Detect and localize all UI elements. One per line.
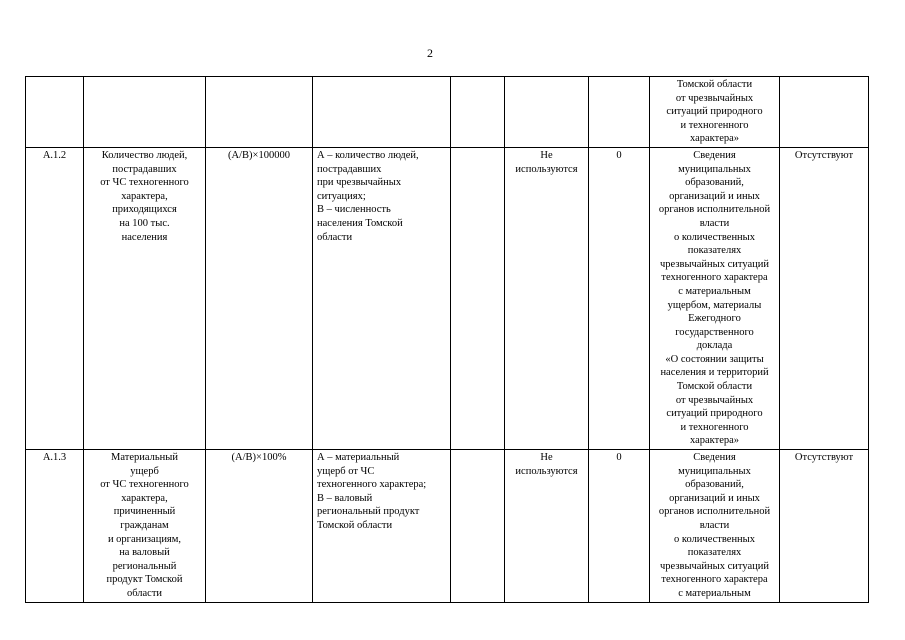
indicator-source: Сведения муниципальных образований, организаций и иных органов исполнительной власти о количественных показателях чрезвычайных ситуаций техногенного характера с материальным: [650, 450, 780, 603]
indicator-formula: (А/В)×100%: [206, 450, 313, 603]
indicator-value: 0: [589, 450, 650, 603]
indicator-method: Не используются: [505, 450, 589, 603]
indicator-code: А.1.3: [26, 450, 84, 603]
empty-cell: [451, 77, 505, 148]
indicator-method: [505, 77, 589, 148]
empty-cell: [451, 147, 505, 449]
indicators-table: [25, 76, 869, 603]
indicator-value: [589, 77, 650, 148]
indicator-variables: [313, 77, 451, 148]
table-row: [26, 77, 869, 148]
indicator-variables: А – материальный ущерб от ЧС техногенного характера; В – валовый региональный продукт Томской области: [313, 450, 451, 603]
indicator-code: А.1.2: [26, 147, 84, 449]
indicator-note: Отсутствуют: [780, 450, 869, 603]
page-number: 2: [427, 46, 433, 60]
indicator-source: Сведения муниципальных образований, организаций и иных органов исполнительной власти о количественных показателях чрезвычайных ситуаций техногенного характера с материальным ущербом, материалы Ежегодного государственного доклада «О состоянии защиты населения и территорий Томской области от чрезвычайных ситуаций природного и техногенного характера»: [650, 147, 780, 449]
indicator-formula: (А/В)×100000: [206, 147, 313, 449]
indicator-note: Отсутствуют: [780, 147, 869, 449]
indicator-name: Материальный ущерб от ЧС техногенного характера, причиненный гражданам и организациям, на валовый региональный продукт Томской области: [84, 450, 206, 603]
indicator-formula: [206, 77, 313, 148]
indicator-value: 0: [589, 147, 650, 449]
indicator-code: [26, 77, 84, 148]
indicator-variables: А – количество людей, пострадавших при чрезвычайных ситуациях; В – численность населения Томской области: [313, 147, 451, 449]
indicator-name: Количество людей, пострадавших от ЧС техногенного характера, приходящихся на 100 тыс. населения: [84, 147, 206, 449]
indicator-source: Томской области от чрезвычайных ситуаций природного и техногенного характера»: [650, 77, 780, 148]
indicator-note: [780, 77, 869, 148]
indicator-name: [84, 77, 206, 148]
indicator-method: Не используются: [505, 147, 589, 449]
table-row: [26, 450, 869, 603]
empty-cell: [451, 450, 505, 603]
table-row: [26, 147, 869, 449]
